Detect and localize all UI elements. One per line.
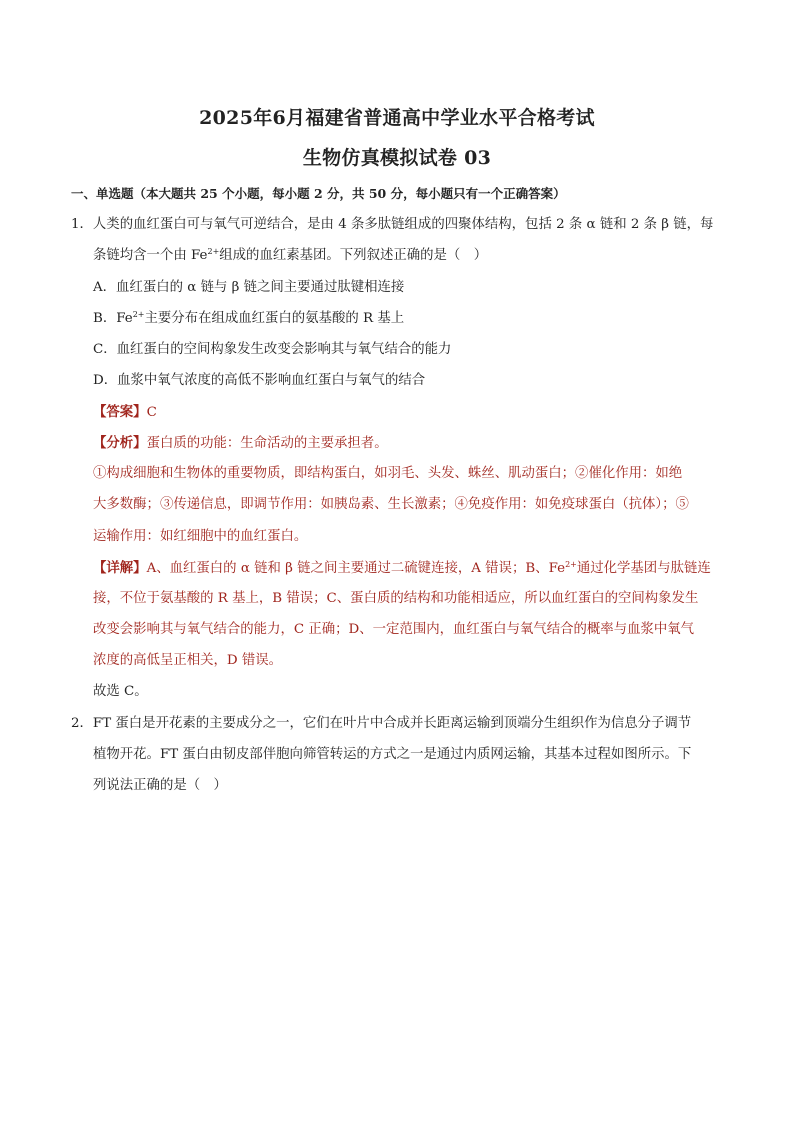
- q2-stem-line1: 2．FT 蛋白是开花素的主要成分之一，它们在叶片中合成并长距离运输到顶端分生组织作为信息分子调节: [71, 716, 692, 731]
- q1-detail-line1: 【详解】A、血红蛋白的 α 链和 β 链之间主要通过二硫键连接，A 错误；B、$Fe^{2+}$通过化学基团与肽链连: [93, 560, 711, 576]
- q1-analysis: 【分析】蛋白质的功能：生命活动的主要承担者。: [93, 435, 388, 451]
- q1-option-a: A．血红蛋白的 α 链与 β 链之间主要通过肽键相连接: [93, 280, 405, 295]
- answer-label: 【答案】: [93, 404, 147, 420]
- section-heading: 一、单选题（本大题共 25 个小题，每小题 2 分，共 50 分，每小题只有一个正确答案）: [71, 186, 566, 201]
- q1-number: 1．: [71, 217, 93, 232]
- q1-option-c: C．血红蛋白的空间构象发生改变会影响其与氧气结合的能力: [93, 342, 452, 357]
- exam-subtitle: 生物仿真模拟试卷 03: [302, 147, 492, 169]
- q2-stem-line3: 列说法正确的是（ ）: [93, 778, 227, 793]
- q1-option-b: B．$Fe^{2+}$主要分布在组成血红蛋白的氨基酸的 R 基上: [93, 310, 405, 326]
- q2-number: 2．: [71, 716, 93, 731]
- q1-conclusion: 故选 C。: [93, 684, 148, 699]
- q2-stem-line2: 植物开花。FT 蛋白由韧皮部伴胞向筛管转运的方式之一是通过内质网运输，其基本过程如图所示。下: [93, 747, 692, 762]
- q1-analysis-line2: 大多数酶；③传递信息，即调节作用：如胰岛素、生长激素；④免疫作用：如免疫球蛋白（抗体）；⑤: [93, 497, 689, 512]
- q1-analysis-line1: ①构成细胞和生物体的重要物质，即结构蛋白，如羽毛、头发、蛛丝、肌动蛋白；②催化作用：如绝: [93, 466, 683, 481]
- analysis-label: 【分析】: [93, 435, 147, 451]
- q1-answer: [93, 402, 157, 423]
- q1-analysis-line3: 运输作用：如红细胞中的血红蛋白。: [93, 529, 308, 544]
- q1-stem-line2: 条链均含一个由 $Fe^{2+}$组成的血红素基团。下列叙述正确的是（ ）: [93, 247, 488, 263]
- answer-value: C: [146, 405, 157, 420]
- q1-detail-line3: 改变会影响其与氧气结合的能力，C 正确；D、一定范围内，血红蛋白与氧气结合的概率与血浆中氧气: [93, 622, 695, 637]
- detail-label: 【详解】: [93, 560, 147, 576]
- q1-option-d: D．血浆中氧气浓度的高低不影响血红蛋白与氧气的结合: [93, 373, 426, 388]
- exam-title: 2025年6月福建省普通高中学业水平合格考试: [199, 107, 595, 129]
- q1-stem-line1: 1．人类的血红蛋白可与氧气可逆结合，是由 4 条多肽链组成的四聚体结构，包括 2 条 α 链和 2 条 β 链，每: [71, 217, 714, 232]
- q1-detail-line4: 浓度的高低呈正相关，D 错误。: [93, 653, 283, 668]
- q1-detail-line2: 接，不位于氨基酸的 R 基上，B 错误；C、蛋白质的结构和功能相适应，所以血红蛋白的空间构象发生: [93, 591, 699, 606]
